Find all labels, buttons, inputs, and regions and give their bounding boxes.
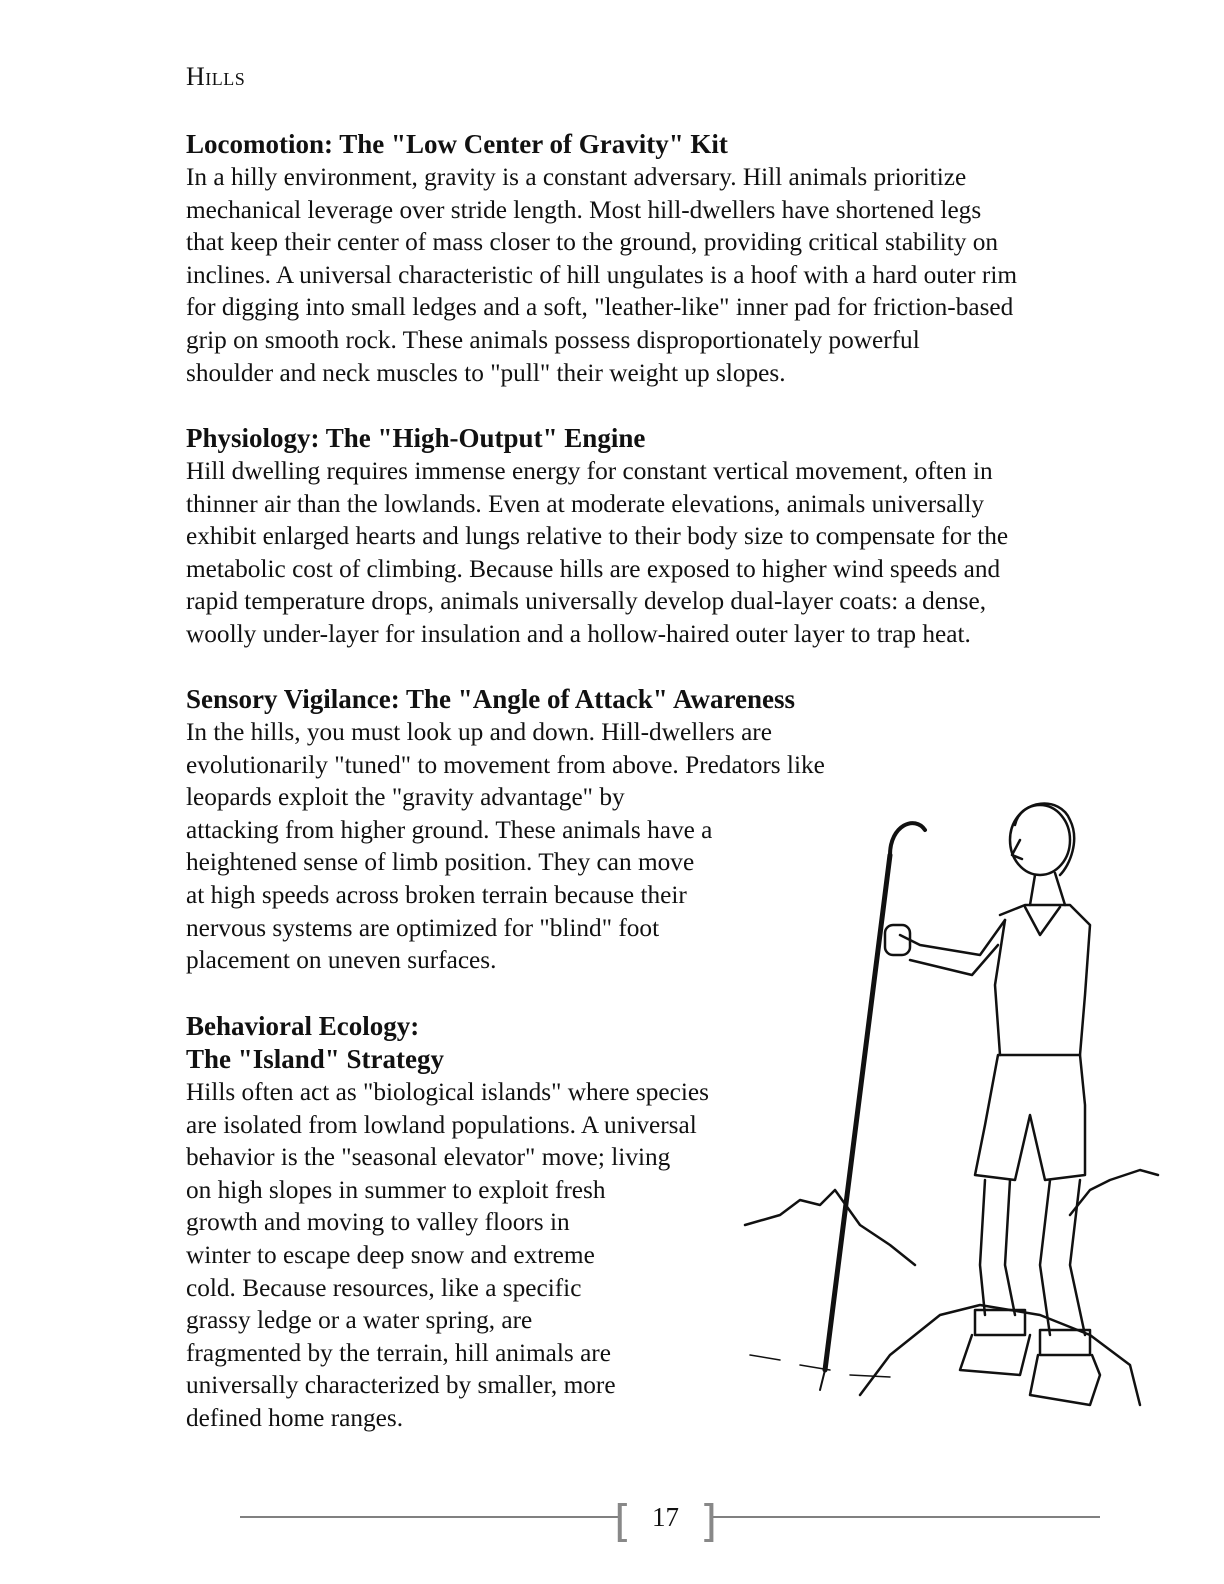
section-sensory bbox=[186, 683, 825, 977]
section-physiology bbox=[186, 422, 1008, 651]
body-line: woolly under-layer for insulation and a hollow-haired outer layer to trap heat. bbox=[186, 619, 971, 648]
body-line: cold. Because resources, like a specific bbox=[186, 1273, 582, 1302]
body-line: shoulder and neck muscles to "pull" their weight up slopes. bbox=[186, 358, 786, 387]
body-line: that keep their center of mass closer to the ground, providing critical stability on bbox=[186, 228, 999, 257]
section-body bbox=[186, 455, 1008, 651]
body-line: rapid temperature drops, animals universally develop dual-layer coats: a dense, bbox=[186, 587, 987, 616]
body-line: mechanical leverage over stride length. Most hill-dwellers have shortened legs bbox=[186, 195, 982, 224]
body-line: for digging into small ledges and a soft, "leather-like" inner pad for friction-based bbox=[186, 293, 1014, 322]
body-line: grip on smooth rock. These animals possess disproportionately powerful bbox=[186, 325, 920, 354]
section-body bbox=[186, 716, 825, 977]
footer-bracket-left: [ bbox=[614, 1496, 632, 1547]
body-line: fragmented by the terrain, hill animals are bbox=[186, 1338, 611, 1367]
section-heading: The "Island" Strategy bbox=[186, 1044, 445, 1074]
body-line: grassy ledge or a water spring, are bbox=[186, 1306, 533, 1335]
body-line: exhibit enlarged hearts and lungs relative to their body size to compensate for the bbox=[186, 522, 1009, 551]
section-heading: Behavioral Ecology: bbox=[186, 1011, 420, 1041]
body-line: are isolated from lowland populations. A universal bbox=[186, 1110, 697, 1139]
section-behavioral bbox=[186, 1010, 709, 1435]
footer-rule-left bbox=[240, 1516, 620, 1518]
body-line: In the hills, you must look up and down. Hill-dwellers are bbox=[186, 718, 772, 746]
body-line: universally characterized by smaller, more bbox=[186, 1371, 616, 1400]
body-line: Hills often act as "biological islands" where species bbox=[186, 1078, 709, 1106]
section-body bbox=[186, 161, 1017, 389]
footer-bracket-right: ] bbox=[700, 1496, 718, 1547]
section-heading: Locomotion: The "Low Center of Gravity" Kit bbox=[186, 129, 728, 159]
body-line: thinner air than the lowlands. Even at moderate elevations, animals universally bbox=[186, 489, 985, 518]
body-line: In a hilly environment, gravity is a constant adversary. Hill animals prioritize bbox=[186, 163, 967, 191]
running-head: Hills bbox=[186, 62, 246, 91]
body-line: on high slopes in summer to exploit fresh bbox=[186, 1175, 606, 1204]
hiker-illustration bbox=[740, 795, 1160, 1415]
section-heading: Sensory Vigilance: The "Angle of Attack" Awareness bbox=[186, 684, 795, 714]
page-number: 17 bbox=[652, 1502, 679, 1532]
body-line: evolutionarily "tuned" to movement from above. Predators like bbox=[186, 750, 825, 779]
body-line: metabolic cost of climbing. Because hills are exposed to higher wind speeds and bbox=[186, 554, 1001, 583]
body-line: winter to escape deep snow and extreme bbox=[186, 1240, 595, 1269]
body-line: inclines. A universal characteristic of hill ungulates is a hoof with a hard outer rim bbox=[186, 260, 1018, 289]
footer-rule-right bbox=[712, 1516, 1100, 1518]
body-line: leopards exploit the "gravity advantage" by bbox=[186, 783, 625, 812]
body-line: growth and moving to valley floors in bbox=[186, 1208, 570, 1237]
body-line: behavior is the "seasonal elevator" move; living bbox=[186, 1143, 671, 1172]
body-line: Hill dwelling requires immense energy for constant vertical movement, often in bbox=[186, 457, 993, 485]
section-locomotion bbox=[186, 128, 1017, 389]
body-line: heightened sense of limb position. They can move bbox=[186, 848, 695, 877]
body-line: placement on uneven surfaces. bbox=[186, 946, 497, 975]
body-line: nervous systems are optimized for "blind" foot bbox=[186, 913, 660, 942]
body-line: attacking from higher ground. These animals have a bbox=[186, 815, 713, 844]
section-heading: Physiology: The "High-Output" Engine bbox=[186, 423, 646, 453]
body-line: at high speeds across broken terrain because their bbox=[186, 880, 687, 909]
body-line: defined home ranges. bbox=[186, 1403, 404, 1432]
section-body bbox=[186, 1076, 709, 1435]
